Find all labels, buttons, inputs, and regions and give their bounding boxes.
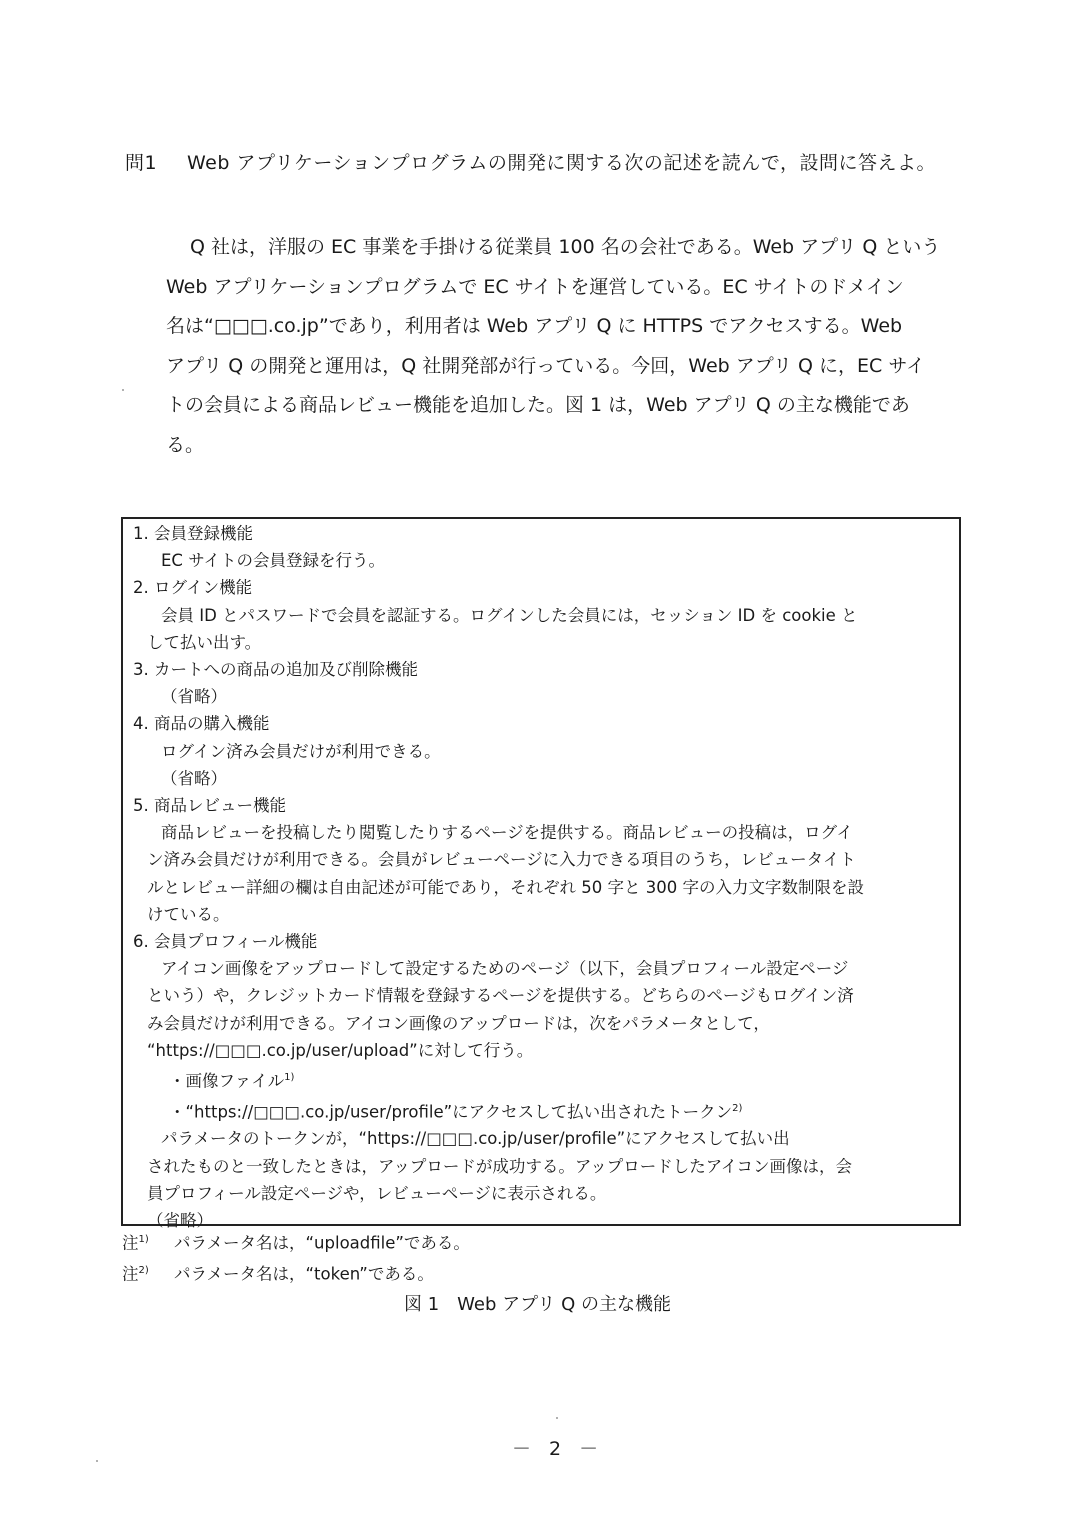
item-body: 商品レビューを投稿したり閲覧したりするページを提供する。商品レビューの投稿は，ログイ bbox=[161, 823, 853, 843]
intro-line: Q 社は，洋服の EC 事業を手掛ける従業員 100 名の会社である。Web アプリ Q という bbox=[190, 236, 941, 258]
page-number: － 2 － bbox=[512, 1438, 605, 1460]
bullet-item bbox=[133, 1064, 953, 1095]
figure-caption: 図 1 Web アプリ Q の主な機能 bbox=[404, 1294, 672, 1315]
bullet-text: ・“https://□□□.co.jp/user/profile”にアクセスして払い出されたトークン bbox=[169, 1102, 733, 1122]
scan-speck bbox=[122, 389, 124, 391]
item-body: けている。 bbox=[147, 904, 230, 924]
note-text: パラメータ名は，“uploadfile”である。 bbox=[174, 1233, 470, 1253]
intro-line: Web アプリケーションプログラムで EC サイトを運営している。EC サイトのドメイン bbox=[166, 275, 904, 298]
intro-paragraph bbox=[166, 228, 966, 465]
item-body: して払い出す。 bbox=[147, 632, 262, 652]
footnote-mark: 1) bbox=[284, 1072, 295, 1084]
item-body: ルとレビュー詳細の欄は自由記述が可能であり，それぞれ 50 字と 300 字の入力文字数制限を設 bbox=[147, 877, 864, 897]
item-body: ン済み会員だけが利用できる。会員がレビューページに入力できる項目のうち，レビュータイト bbox=[147, 850, 856, 870]
question-heading bbox=[125, 148, 936, 175]
item-body: （省略） bbox=[147, 1211, 213, 1231]
item-body: アイコン画像をアップロードして設定するためのページ（以下，会員プロフィール設定ページ bbox=[161, 959, 849, 979]
item-body: されたものと一致したときは，アップロードが成功する。アップロードしたアイコン画像は，会 bbox=[147, 1156, 853, 1176]
footnote-mark: 2) bbox=[732, 1102, 743, 1114]
bullet-text: ・画像ファイル bbox=[169, 1071, 285, 1091]
item-body: 員プロフィール設定ページや，レビューページに表示される。 bbox=[147, 1183, 607, 1203]
note-mark: 2) bbox=[138, 1264, 149, 1276]
item-body: ログイン済み会員だけが利用できる。 bbox=[161, 741, 441, 761]
item-body: み会員だけが利用できる。アイコン画像のアップロードは，次をパラメータとして， bbox=[147, 1013, 770, 1033]
note-tag: 注 bbox=[122, 1233, 139, 1253]
bullet-item bbox=[133, 1095, 953, 1126]
scan-speck bbox=[556, 1417, 558, 1419]
item-heading: 6. 会員プロフィール機能 bbox=[133, 932, 318, 952]
item-body: （省略） bbox=[161, 687, 227, 707]
figure-content bbox=[133, 520, 953, 1234]
question-text: Web アプリケーションプログラムの開発に関する次の記述を読んで，設問に答えよ。 bbox=[187, 152, 936, 174]
question-number: 問1 bbox=[125, 152, 158, 174]
item-body: という）や，クレジットカード情報を登録するページを提供する。どちらのページもログイン済 bbox=[147, 986, 854, 1006]
item-heading: 4. 商品の購入機能 bbox=[133, 714, 270, 734]
item-heading: 5. 商品レビュー機能 bbox=[133, 796, 286, 816]
intro-line: トの会員による商品レビュー機能を追加した。図 1 は，Web アプリ Q の主な機能であ bbox=[166, 394, 910, 416]
intro-line: アプリ Q の開発と運用は，Q 社開発部が行っている。今回，Web アプリ Q に，EC サイ bbox=[166, 354, 925, 377]
footnote bbox=[122, 1226, 470, 1257]
note-text: パラメータ名は，“token”である。 bbox=[174, 1264, 434, 1283]
intro-line: 名は“□□□.co.jp”であり，利用者は Web アプリ Q に HTTPS でアクセスする。Web bbox=[166, 315, 903, 337]
note-tag: 注 bbox=[122, 1264, 139, 1283]
item-body: “https://□□□.co.jp/user/upload”に対して行う。 bbox=[147, 1040, 534, 1060]
figure-notes bbox=[122, 1226, 470, 1287]
note-mark: 1) bbox=[138, 1234, 149, 1245]
item-heading: 1. 会員登録機能 bbox=[133, 524, 253, 543]
item-body: パラメータのトークンが，“https://□□□.co.jp/user/profile”にアクセスして払い出 bbox=[161, 1129, 790, 1149]
intro-line: る。 bbox=[166, 433, 205, 456]
footnote bbox=[122, 1257, 470, 1288]
scan-speck bbox=[96, 1460, 98, 1462]
item-heading: 3. カートへの商品の追加及び削除機能 bbox=[133, 660, 418, 680]
item-heading: 2. ログイン機能 bbox=[133, 578, 253, 598]
item-body: 会員 ID とパスワードで会員を認証する。ログインした会員には，セッション ID を cookie と bbox=[161, 605, 858, 625]
item-body: （省略） bbox=[161, 768, 227, 788]
item-body: EC サイトの会員登録を行う。 bbox=[161, 551, 386, 571]
